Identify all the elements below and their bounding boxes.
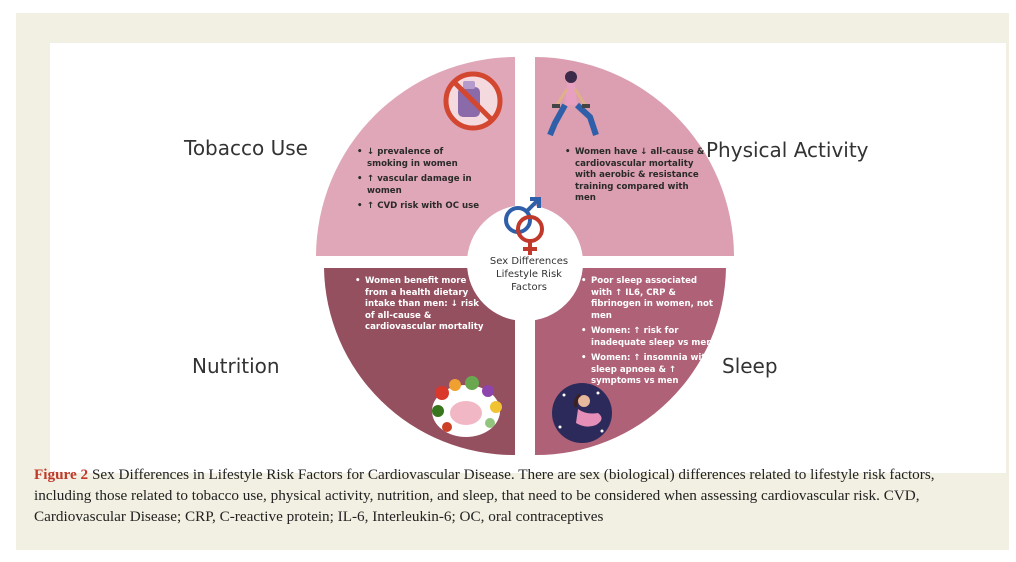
list-item: • ↑ CVD risk with OC use <box>357 201 487 213</box>
tobacco-use-label: Tobacco Use <box>184 136 308 160</box>
list-item: • ↑ vascular damage in women <box>357 174 487 197</box>
tobacco-bullet-list <box>357 147 487 217</box>
no-smoking-icon <box>446 74 500 128</box>
sleeping-woman-icon <box>552 383 612 443</box>
figure-number: Figure 2 <box>34 466 89 483</box>
caption-text: Sex Differences in Lifestyle Risk Factors for Cardiovascular Disease. There are sex (biological) differences related to lifestyle risk factors, including those related to tobacco use, physical activity, nutrition, and sleep, that need to be considered when assessing cardiovascular risk. CVD, Cardiovascular Disease; CRP, C-reactive protein; IL-6, Interleukin-6; OC, oral contraceptives <box>34 466 935 525</box>
physical-activity-bullet-list <box>565 147 707 209</box>
nutrition-label: Nutrition <box>192 354 280 378</box>
list-item: • Poor sleep associated with ↑ IL6, CRP & fibrinogen in women, not men <box>581 276 715 322</box>
figure-caption <box>34 464 994 527</box>
diagram-panel <box>50 43 1006 473</box>
physical-activity-label: Physical Activity <box>706 138 869 162</box>
list-item: • ↓ prevalence of smoking in women <box>357 147 487 170</box>
figure-frame <box>16 13 1009 550</box>
list-item: • Women have ↓ all-cause & cardiovascular mortality with aerobic & resistance training compared with men <box>565 147 707 205</box>
list-item: • Women: ↑ risk for inadequate sleep vs men <box>581 326 715 349</box>
nutrition-bullet-list <box>355 276 485 338</box>
list-item: • Women benefit more from a health dietary intake than men: ↓ risk of all-cause & cardiovascular mortality <box>355 276 485 334</box>
sleep-label: Sleep <box>722 354 778 378</box>
sleep-bullet-list <box>581 276 715 392</box>
list-item: • Women: ↑ insomnia with sleep apnoea & ↑ symptoms vs men <box>581 353 715 388</box>
center-label: Sex Differences Lifestyle Risk Factors <box>489 256 569 293</box>
